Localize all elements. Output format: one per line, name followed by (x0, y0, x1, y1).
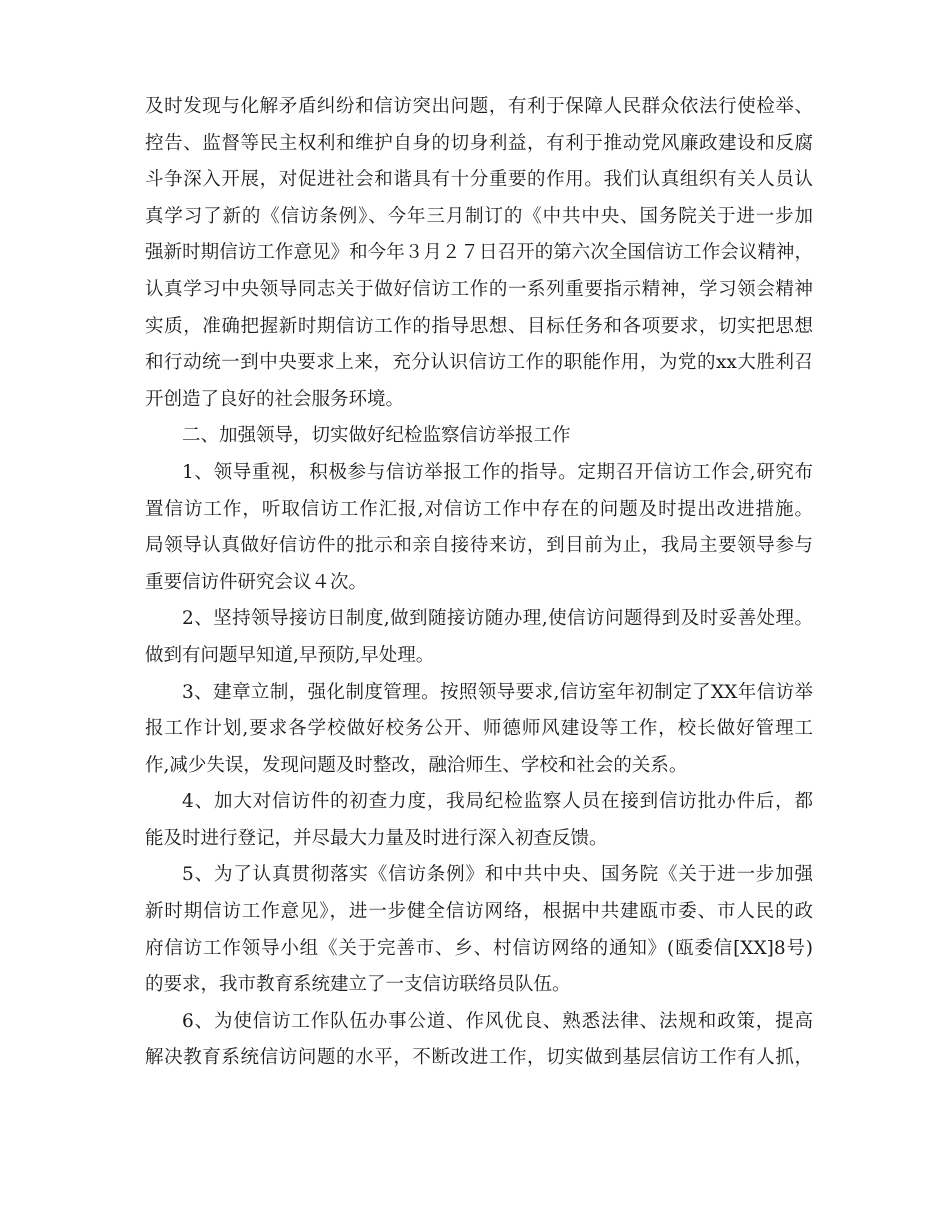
text-line: 强新时期信访工作意见》和今年３月２７日召开的第六次全国信访工作会议精神， (145, 242, 813, 264)
text-line: 府信访工作领导小组《关于完善市、乡、村信访网络的通知》(瓯委信[XX]8号) (145, 937, 813, 959)
text-line: 认真学习中央领导同志关于做好信访工作的一系列重要指示精神，学习领会精神 (145, 278, 813, 300)
text-line: 3、建章立制，强化制度管理。按照领导要求,信访室年初制定了XX年信访举 (182, 681, 813, 703)
text-line: 作,减少失误，发现问题及时整改，融洽师生、学校和社会的关系。 (145, 754, 688, 776)
text-line: 置信访工作，听取信访工作汇报,对信访工作中存在的问题及时提出改进措施。 (145, 498, 813, 520)
text-line: 实质，准确把握新时期信访工作的指导思想、目标任务和各项要求，切实把思想 (145, 315, 813, 337)
text-line: 6、为使信访工作队伍办事公道、作风优良、熟悉法律、法规和政策，提高 (182, 1010, 813, 1032)
text-line: 5、为了认真贯彻落实《信访条例》和中共中央、国务院《关于进一步加强 (182, 864, 813, 886)
text-line: 真学习了新的《信访条例》、今年三月制订的《中共中央、国务院关于进一步加 (145, 205, 813, 227)
text-line: 重要信访件研究会议４次。 (145, 571, 368, 593)
document-body (145, 89, 813, 1077)
text-line: 和行动统一到中央要求上来，充分认识信访工作的职能作用，为党的xx大胜利召 (145, 352, 813, 374)
text-line: 报工作计划,要求各学校做好校务公开、师德师风建设等工作，校长做好管理工 (145, 718, 813, 740)
text-line: 能及时进行登记，并尽最大力量及时进行深入初查反馈。 (145, 827, 608, 849)
text-line: 局领导认真做好信访件的批示和亲自接待来访，到目前为止，我局主要领导参与 (145, 535, 813, 557)
text-line: 4、加大对信访件的初查力度，我局纪检监察人员在接到信访批办件后，都 (182, 791, 813, 813)
text-line: 斗争深入开展，对促进社会和谐具有十分重要的作用。我们认真组织有关人员认 (145, 169, 813, 191)
text-line: 的要求，我市教育系统建立了一支信访联络员队伍。 (145, 974, 571, 996)
text-line: 1、领导重视，积极参与信访举报工作的指导。定期召开信访工作会,研究布 (182, 461, 813, 483)
text-line: 2、坚持领导接访日制度,做到随接访随办理,使信访问题得到及时妥善处理。 (182, 608, 813, 630)
text-line: 做到有问题早知道,早预防,早处理。 (145, 644, 435, 666)
text-line: 解决教育系统信访问题的水平，不断改进工作，切实做到基层信访工作有人抓， (145, 1047, 813, 1069)
text-line: 二、加强领导，切实做好纪检监察信访举报工作 (182, 425, 571, 447)
text-line: 开创造了良好的社会服务环境。 (145, 388, 405, 410)
text-line: 新时期信访工作意见》，进一步健全信访网络，根据中共建瓯市委、市人民的政 (145, 901, 813, 923)
text-line: 及时发现与化解矛盾纠纷和信访突出问题，有利于保障人民群众依法行使检举、 (145, 96, 813, 117)
text-line: 控告、监督等民主权利和维护自身的切身利益，有利于推动党风廉政建设和反腐 (145, 132, 813, 154)
